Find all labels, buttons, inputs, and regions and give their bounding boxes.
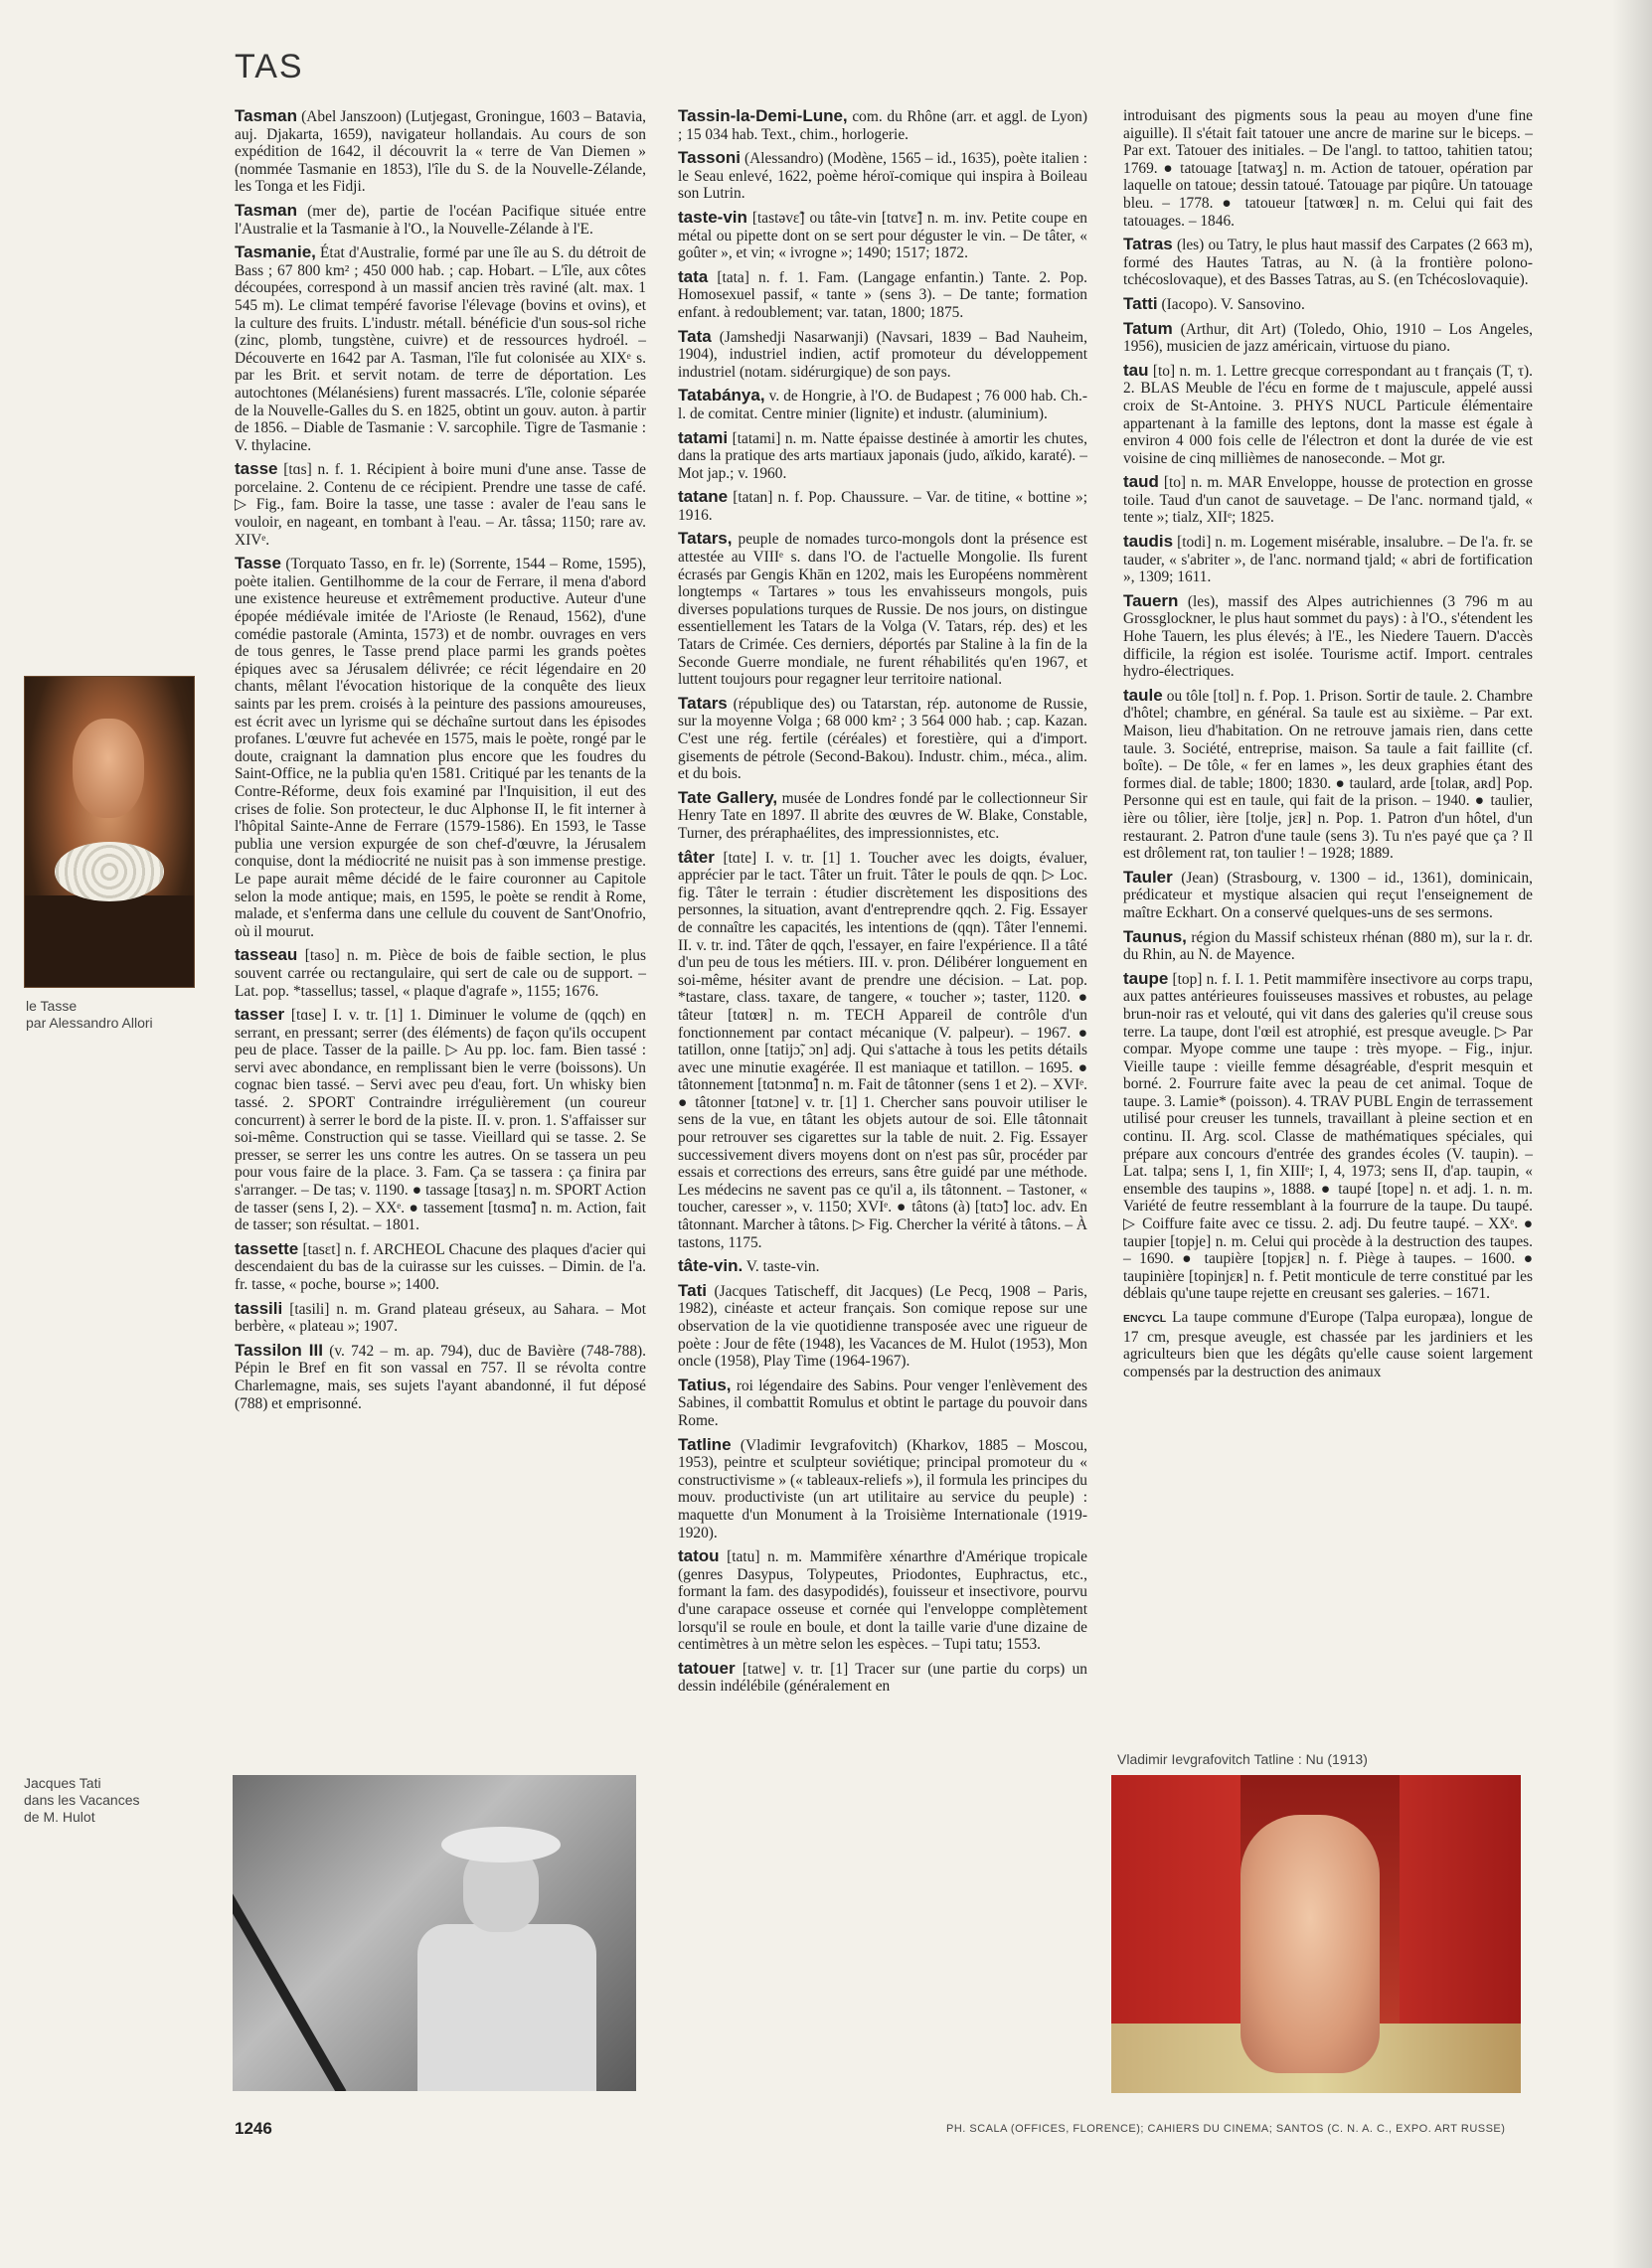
column-1 — [235, 107, 646, 1418]
entry-text: (v. 742 – m. ap. 794), duc de Bavière (748-788). Pépin le Bref en fit son vassal en 757. Il se révolta contre Charlemagne, mais, ses sujets l'ayant abandonné, il fut déposé (788) et emprisonné. — [235, 1342, 646, 1412]
dictionary-entry — [678, 488, 1087, 524]
dictionary-entry — [235, 946, 646, 1000]
entry-text: [tɑs] n. f. 1. Récipient à boire muni d'une anse. Tasse de porcelaine. 2. Contenu de ce récipient. Prendre une tasse de café. ▷ Fig., fam. Boire la tasse, une tasse : avaler de l'eau sans le vouloir, en nageant, en tombant à l'eau. – Ar. tâssa; 1150; rare av. XIVᵉ. — [235, 461, 646, 549]
entry-text: [tatami] n. m. Natte épaisse destinée à amortir les chutes, dans la pratique des arts martiaux japonais (judo, aïkido, karaté). – Mot jap.; v. 1960. — [678, 429, 1087, 482]
tati-photo-hat — [441, 1827, 561, 1863]
tati-caption — [24, 1775, 139, 1826]
entry-headword: tâter — [678, 847, 715, 867]
entry-text: (Jean) (Strasbourg, v. 1300 – id., 1361), dominicain, prédicateur et mystique alsacien qui reçut l'enseignement de maître Eckhart. On a conservé quelques-uns de ses sermons. — [1123, 869, 1533, 921]
dictionary-entry — [1123, 295, 1533, 314]
entry-text: [tasili] n. m. Grand plateau gréseux, au Sahara. – Mot berbère, « plateau »; 1907. — [235, 1300, 646, 1336]
dictionary-entry — [1123, 533, 1533, 586]
entry-headword: Tassin-la-Demi-Lune, — [678, 106, 848, 125]
dictionary-entry — [678, 429, 1087, 483]
entry-text: (les) ou Tatry, le plus haut massif des Carpates (2 663 m), formé des Hautes Tatras, au N. (à la frontière polono-tchécoslovaque), et des Basses Tatras, au S. (en Tchécoslovaquie). — [1123, 237, 1533, 289]
dictionary-entry — [678, 107, 1087, 143]
column-3 — [1123, 107, 1533, 1386]
entry-text: (les), massif des Alpes autrichiennes (3 796 m au Grossglockner, le plus haut sommet du pays) : à l'O., s'étendent les Hohe Tauern, les plus élevés; à l'E., les Niedere Tauern. D'accès difficile, la région est isolée. Tourisme actif. Import. centrales hydro-électriques. — [1123, 592, 1533, 681]
tasse-portrait-image — [24, 676, 195, 988]
entry-text: [to] n. m. MAR Enveloppe, housse de protection en grosse toile. Taud d'un canot de sauvetage. – De l'anc. normand tjald, « tente »; tialz, XIIᵉ; 1825. — [1123, 474, 1533, 527]
entry-headword: Tatum — [1123, 318, 1173, 338]
dictionary-entry — [678, 789, 1087, 843]
entry-text: (république des) ou Tatarstan, rép. autonome de Russie, sur la moyenne Volga ; 68 000 km² ; 3 564 000 hab. ; cap. Kazan. C'est une rég. fertile (céréales) et forestière, qui a d'import. gisements de pétrole (Second-Bakou). Industr. chim., méca., alim. et du bois. — [678, 695, 1087, 783]
entry-headword: Tatras — [1123, 235, 1173, 254]
entry-text: v. de Hongrie, à l'O. de Budapest ; 76 000 hab. Ch.-l. de comitat. Centre minier (lignite) et industr. (aluminium). — [678, 388, 1087, 422]
entry-text: peuple de nomades turco-mongols dont la présence est attestée au VIIIᵉ s. dans l'O. de l'actuelle Mongolie. Ils furent écrasés par Gengis Khān en 1202, mais les Européens nommèrent longtemps « Tartares » tous les envahisseurs mongols, puis diverses populations turques de Russie. De nos jours, on distingue essentiellement les Tatars de la Volga (V. Tatars, rép. des) et les Tatars de Crimée. Ces derniers, déportés par Staline à la fin de la Seconde Guerre mondiale, ne furent réhabilités qu'en 1967, et luttent toujours pour regagner leur territoire national. — [678, 531, 1087, 689]
painting-figure — [1240, 1815, 1380, 2073]
entry-headword: tata — [678, 266, 709, 286]
entry-text: (Abel Janszoon) (Lutjegast, Groningue, 1603 – Batavia, auj. Djakarta, 1659), navigateur hollandais. Au cours de son expédition de 1642, il découvrit la « terre de Van Diemen » (nommée Tasmanie en 1853), l'île du S. de la Nouvelle-Zélande, les Tonga et les Fidji. — [235, 108, 646, 196]
entry-text: [tata] n. f. 1. Fam. (Langage enfantin.) Tante. 2. Pop. Homosexuel passif, « tante » (sens 3). – De tante; formation enfant. à redoublement; var. tatan, 1800; 1875. — [678, 268, 1087, 321]
dictionary-entry — [1123, 362, 1533, 468]
dictionary-entry — [1123, 970, 1533, 1303]
entry-headword: tau — [1123, 360, 1149, 380]
column-2 — [678, 107, 1087, 1701]
dictionary-entry — [235, 202, 646, 238]
dictionary-entry — [1123, 592, 1533, 681]
dictionary-entry — [678, 1257, 1087, 1276]
portrait-robe — [25, 895, 194, 987]
entry-text: musée de Londres fondé par le collectionneur Sir Henry Tate en 1897. Il abrite des œuvres de W. Blake, Constable, Turner, des préraphaélites, des impressionnistes, etc. — [678, 789, 1087, 842]
dictionary-entry — [678, 849, 1087, 1252]
entry-text: roi légendaire des Sabins. Pour venger l'enlèvement des Sabines, il combattit Romulus et obtint le partage du pouvoir dans Rome. — [678, 1377, 1087, 1429]
entry-text: (mer de), partie de l'océan Pacifique située entre l'Australie et la Tasmanie à l'O., la Nouvelle-Zélande à l'E. — [235, 202, 646, 238]
entry-headword: tatami — [678, 427, 729, 447]
dictionary-entry — [235, 1300, 646, 1336]
entry-text: (Jamshedji Nasarwanji) (Navsari, 1839 – Bad Nauheim, 1904), industriel indien, actif promoteur du développement industriel (notam. sidérurgique) de son pays. — [678, 328, 1087, 381]
entry-text: com. du Rhône (arr. et aggl. de Lyon) ; 15 034 hab. Text., chim., horlogerie. — [678, 108, 1087, 143]
entry-text: [tatu] n. m. Mammifère xénarthre d'Amérique tropicale (genres Dasypus, Tolypeutes, Priodontes, Euphractus, etc., formant la fam. des dasypodidés), fouisseur et insectivore, pourvu d'une carapace osseuse et cornée qui l'enveloppe complètement lorsqu'il se roule en boule, et dont la taille varie d'une dizaine de centimètres à un mètre selon les espèces. – Tupi tatu; 1553. — [678, 1548, 1087, 1654]
dictionary-entry — [678, 209, 1087, 262]
entry-headword: Tatars — [678, 693, 728, 713]
dictionary-entry — [1123, 687, 1533, 863]
entry-text: ou tôle [tol] n. f. Pop. 1. Prison. Sortir de taule. 2. Chambre d'hôtel; chambre, en général. Sa taule est au sixième. – Par ext. Maison, lieu d'habitation. On ne retrouve jamais rien, dans cette taule. 3. Société, entreprise, maison. Sa taule a fait faillite (cf. boîte). – De tôle, « fer en lames », les deux graphies étant des formes dial. de table; 1800; 1830. ● taulard, arde [tolaʀ, aʀd] Pop. Personne qui est en taule, qui fait de la prison. – 1940. ● taulier, ière ou tôlier, ière [tolje, jɛʀ] n. Pop. 1. Patron d'un hôtel, d'un restaurant. 2. Patron d'une taule (sens 3). Tu n'es payé que ça ? Il est drôlement rat, ton taulier ! – 1928; 1889. — [1123, 687, 1533, 863]
dictionary-entry — [678, 1660, 1087, 1696]
entry-text: (Alessandro) (Modène, 1565 – id., 1635), poète italien : le Seau enlevé, 1622, poème héroï-comique qui inspira à Boileau son Lutrin. — [678, 150, 1087, 203]
entry-text: [todi] n. m. Logement misérable, insalubre. – De l'a. fr. se tauder, « s'abriter », de l'anc. normand tjald; « abri de fortification », 1309; 1611. — [1123, 534, 1533, 586]
entry-headword: tasseau — [235, 945, 298, 965]
entry-text: V. taste-vin. — [745, 1258, 820, 1276]
dictionary-entry — [678, 695, 1087, 783]
entry-headword: Tatti — [1123, 293, 1158, 313]
dictionary-entry — [235, 1006, 646, 1234]
dictionary-entry — [678, 328, 1087, 382]
entry-text: (Torquato Tasso, en fr. le) (Sorrente, 1544 – Rome, 1595), poète italien. Gentilhomme de la cour de Ferrare, il mena d'abord une existence heureuse et extrêmement productive. Auteur d'une épopée médiévale imitée de l'Arioste (le Renaud, 1562), d'une comédie pastorale (Aminta, 1573) et de nombr. ouvrages en vers de tous genres, le Tasse prend place parmi les grands poètes épiques avec sa Jérusalem délivrée; ce récit légendaire en 20 chants, mêlant l'évocation historique de la conquête des lieux saints par les prem. croisés à la peinture des passions amoureuses, est écrit avec un lyrisme qui se déchaîne surtout dans les épisodes profanes. L'œuvre fut achevée en 1575, mais le poète, rongé par le doute, craignant la damnation plus encore que les foudres du Saint-Office, ne la publia qu'en 1581. Critiqué par les tenants de la Contre-Réforme, deux fois examiné par l'Inquisition, il eut des crises de folie. Son protecteur, le duc Alphonse II, le fit interner à l'hôpital Sainte-Anne de Ferrare (1579-1586). En 1593, le Tasse publia une version expurgée de son chef-d'œuvre, la Jérusalem conquise, dont la médiocrité ne nuisit pas à son immense prestige. Le pape aurait même décidé de le faire couronner au Capitole selon la mode antique; mais, en 1595, le poète se rendit à Rome, malade, et s'enferma dans une cellule du couvent de Sant'Onofrio, où il mourut. — [235, 556, 646, 940]
dictionary-entry — [1123, 473, 1533, 527]
dictionary-entry — [1123, 928, 1533, 964]
dictionary-entry — [1123, 1309, 1533, 1380]
dictionary-entry — [678, 149, 1087, 203]
entry-text: région du Massif schisteux rhénan (880 m), sur la r. dr. du Rhin, au N. de Mayence. — [1123, 928, 1533, 964]
entry-headword: Tati — [678, 1280, 707, 1300]
dictionary-entry — [1123, 320, 1533, 356]
dictionary-entry — [678, 1282, 1087, 1371]
tasse-caption — [26, 998, 153, 1032]
entry-headword: Tate Gallery, — [678, 787, 778, 807]
dictionary-entry — [678, 268, 1087, 322]
entry-headword: Tasman — [235, 106, 297, 125]
dictionary-entry — [678, 1436, 1087, 1542]
entry-text: [tɑse] I. v. tr. [1] 1. Diminuer le volume de (qqch) en serrant, en pressant; serrer (des éléments) de façon qu'ils occupent peu de place. Tasser de la paille. ▷ Au pp. loc. fam. Bien tassé : servi avec abondance, en remplissant bien le verre (boissons). Un cognac bien tassé. – Servi avec peu d'eau, fort. Un whisky bien tassé. 2. SPORT Contraindre irrégulièrement (un coureur concurrent) à serrer le bord de la piste. II. v. pron. 1. S'affaisser sur soi-même. Construction qui se tasse. Vieillard qui se tasse. 2. Se presser, se serrer les uns contre les autres. On se tassera un peu pour vous faire de la place. 3. Fam. Ça se tassera : ça finira par s'arranger. – De tas; v. 1190. ● tassage [tɑsaʒ] n. m. SPORT Action de tasser (sens I, 2). – XXᵉ. ● tassement [tɑsmɑ̃] n. m. Action, fait de tasser; son résultat. – 1801. — [235, 1007, 646, 1234]
entry-headword: Tasse — [235, 554, 281, 573]
entry-headword: ENCYCL — [1123, 1313, 1167, 1325]
page-header: TAS — [235, 48, 304, 85]
dictionary-entry — [1123, 869, 1533, 922]
entry-headword: tassette — [235, 1238, 299, 1258]
entry-headword: tasser — [235, 1005, 285, 1025]
dictionary-entry — [235, 460, 646, 549]
tasse-caption-name: le Tasse — [26, 998, 78, 1014]
entry-text: État d'Australie, formé par une île au S. du détroit de Bass ; 67 800 km² ; 450 000 hab. ; cap. Hobart. – L'île, aux côtes découpées, correspond à un massif ancien très raviné (alt. max. 1 545 m). Le climat tempéré favorise l'élevage (bovins et ovins), et la culture des fruits. L'industr. métall. bénéficie d'un sous-sol riche (zinc, plomb, tungstène, cuivre) et de ressources hydroél. – Découverte en 1642 par A. Tasman, l'île fut colonisée au XIXᵉ s. par les Brit. et servit notam. de terre de déportation. Les autochtones (Mélanésiens) furent massacrés. L'île, colonie séparée de la Nouvelle-Galles du S. en 1825, obtint un gouv. auton. à partir de 1856. – Diable de Tasmanie : V. sarcophile. Tigre de Tasmanie : V. thylacine. — [235, 244, 646, 454]
tati-caption-l2: dans les Vacances — [24, 1792, 140, 1808]
entry-text: (Iacopo). V. Sansovino. — [1161, 295, 1305, 313]
entry-text: (Vladimir Ievgrafovitch) (Kharkov, 1885 – Moscou, 1953), peintre et sculpteur soviétique; principal promoteur du « constructivisme » (« tableaux-reliefs »), il formula les principes du mouv. productiviste (un art utilitaire au service du peuple) : maquette d'un Monument à la Troisième Internationale (1919-1920). — [678, 1436, 1087, 1541]
entry-headword: Tasmanie, — [235, 243, 316, 262]
entry-text: [top] n. f. I. 1. Petit mammifère insectivore au corps trapu, aux pattes antérieures fouisseuses massives et robustes, au pelage brun-noir ras et velouté, qui vit dans des galeries qu'il creuse sous terre. La taupe, dont l'œil est atrophié, est presque aveugle. ▷ Par compar. Myope comme une taupe : très myope. – Fig., injur. Vieille taupe : vieille femme désagréable, d'esprit mesquin et borné. 2. Fourrure faite avec la peau de cet animal. Toque de taupe. 3. Lamie* (poisson). 4. TRAV PUBL Engin de terrassement utilisé pour creuser les tunnels, travaillant à pleine section et en continu. II. Arg. scol. Classe de mathématiques spéciales, qui prépare aux concours d'entrée des grandes écoles (V. taupin). – Lat. talpa; sens I, 1, fin XIIIᵉ; I, 4, 1973; sens II, d'ap. taupin, « ensemble des taupins », 1888. ● taupé [tope] n. et adj. 1. n. m. Variété de feutre ressemblant à la fourrure de la taupe. Du taupé. ▷ Coiffure faite avec ce tissu. 2. adj. Du feutre taupé. – XXᵉ. ● taupier [topje] n. m. Celui qui procède à la destruction des taupes. – 1690. ● taupière [topjɛʀ] n. f. Piège à taupes. – 1600. ● taupinière [topinjɛʀ] n. f. Petit monticule de terre constitué par les déblais qu'une taupe rejette en creusant ses galeries. – 1671. — [1123, 970, 1533, 1303]
entry-text: (Jacques Tatischeff, dit Jacques) (Le Pecq, 1908 – Paris, 1982), cinéaste et acteur français. Son comique repose sur une observation de la vie quotidienne transposée avec une rigueur de poète : Jour de fête (1948), les Vacances de M. Hulot (1953), Mon oncle (1958), Play Time (1964-1967). — [678, 1282, 1087, 1371]
entry-headword: Tata — [678, 326, 712, 346]
dictionary-entry — [1123, 236, 1533, 289]
entry-headword: tatou — [678, 1546, 720, 1566]
entry-text: [tasɛt] n. f. ARCHEOL Chacune des plaques d'acier qui descendaient du bas de la cuirasse sur les cuisses. – Dimin. de l'a. fr. tasse, « poche, bourse »; 1400. — [235, 1240, 646, 1293]
tati-photo — [233, 1775, 636, 2091]
entry-text: [to] n. m. 1. Lettre grecque correspondant au t français (T, τ). 2. BLAS Meuble de l'écu en forme de t majuscule, appelé aussi croix de St-Antoine. 3. PHYS NUCL Particule élémentaire appartenant à la famille des leptons, dont la masse est égale à environ 4 000 fois celle de l'électron et dont la durée de vie est voisine de cinq millièmes de nanoseconde. – Mot gr. — [1123, 362, 1533, 467]
entry-headword: taste-vin — [678, 207, 747, 227]
portrait-face — [73, 719, 144, 818]
photo-credits: PH. SCALA (OFFICES, FLORENCE); CAHIERS DU CINEMA; SANTOS (C. N. A. C., EXPO. ART RUSSE) — [946, 2123, 1506, 2135]
entry-headword: tassili — [235, 1298, 283, 1318]
dictionary-entry — [235, 1240, 646, 1294]
entry-headword: tâte-vin. — [678, 1256, 743, 1276]
dictionary-entry — [678, 1547, 1087, 1654]
entry-headword: Tatline — [678, 1434, 732, 1454]
entry-headword: taud — [1123, 472, 1159, 492]
tatline-painting — [1111, 1775, 1521, 2093]
entry-text: [tɑte] I. v. tr. [1] 1. Toucher avec les doigts, évaluer, apprécier par le tact. Tâter un fruit. Tâter le pouls de qqn. ▷ Loc. fig. Tâter le terrain : étudier discrètement les dispositions des personnes, la situation, avant d'entreprendre qqch. 2. Fig. Essayer de connaître les capacités, les intentions de (qqn). Tâter l'ennemi. II. v. tr. ind. Tâter de qqch, l'essayer, en faire l'expérience. Il a tâté d'un peu de tous les métiers. III. v. pron. Délibérer longuement en soi-même, hésiter avant de prendre une décision. – Lat. pop. *tastare, class. taxare, de tangere, « toucher »; taster, 1120. ● tâteur [tɑtœʀ] n. m. TECH Appareil de contrôle d'un fonctionnement par contact mécanique (V. palpeur). – 1967. ● tatillon, onne [tatijɔ̃, ɔn] adj. Qui s'attache à tous les petits détails avec une minutie exagérée. Il est maniaque et tatillon. – 1695. ● tâtonnement [tɑtɔnmɑ̃] n. m. Fait de tâtonner (sens 1 et 2). – XVIᵉ. ● tâtonner [tɑtɔne] v. tr. [1] 1. Chercher sans pouvoir utiliser le sens de la vue, en tâtant les objets autour de soi. Elle tâtonnait pour retrouver ses cigarettes sur la table de nuit. 2. Fig. Essayer successivement divers moyens dont on n'est pas sûr, procéder par essais et corrections des erreurs, sans être guidé par une méthode. Les médecins ne savent pas ce qu'il a, ils tâtonnent. – Tastoner, « toucher, caresser », v. 1150; XVIᵉ. ● tâtons (à) [tɑtɔ̃] loc. adv. En tâtonnant. Marcher à tâtons. ▷ Fig. Chercher la vérité à tâtons. – À tastons, 1175. — [678, 849, 1087, 1251]
entry-headword: tatane — [678, 487, 729, 507]
tati-photo-body — [417, 1924, 596, 2091]
entry-headword: taudis — [1123, 532, 1174, 552]
dictionary-entry — [235, 107, 646, 196]
dictionary-entry — [678, 387, 1087, 422]
entry-headword: Tatius, — [678, 1375, 732, 1394]
tati-caption-l3: de M. Hulot — [24, 1809, 95, 1825]
entry-headword: Tatabánya, — [678, 386, 765, 405]
entry-text: [tastəvɛ̃] ou tâte-vin [tɑtvɛ̃] n. m. inv. Petite coupe en métal ou pipette dont on se sert pour déguster le vin. – De tâter, « goûter », et vin; « ivrogne »; 1490; 1517; 1872. — [678, 209, 1087, 262]
dictionary-entry — [235, 243, 646, 454]
tati-caption-l1: Jacques Tati — [24, 1775, 101, 1791]
entry-headword: Tassilon III — [235, 1340, 323, 1360]
entry-headword: Tauern — [1123, 590, 1179, 610]
entry-text: [taso] n. m. Pièce de bois de faible section, le plus souvent carrée ou rectangulaire, qui sert de cale ou de support. – Lat. pop. *tassellus; tassel, « plaque d'agrafe », 1155; 1676. — [235, 947, 646, 1000]
page-edge-shadow — [1612, 0, 1652, 2268]
dictionary-entry — [235, 1342, 646, 1412]
entry-headword: taupe — [1123, 968, 1169, 988]
entry-text: [tatwe] v. tr. [1] Tracer sur (une partie du corps) un dessin indélébile (généralement en — [678, 1660, 1087, 1696]
entry-headword: Tatars, — [678, 529, 733, 549]
entry-text: (Arthur, dit Art) (Toledo, Ohio, 1910 – Los Angeles, 1956), musicien de jazz américain, virtuose du piano. — [1123, 320, 1533, 356]
dictionary-entry — [1123, 107, 1533, 230]
entry-headword: Tasman — [235, 200, 297, 220]
dictionary-entry — [678, 530, 1087, 688]
page-number: 1246 — [235, 2119, 272, 2138]
entry-headword: Tassoni — [678, 148, 741, 168]
entry-headword: Taunus, — [1123, 926, 1187, 946]
tasse-caption-by: par Alessandro Allori — [26, 1015, 153, 1031]
dictionary-entry — [678, 1377, 1087, 1430]
entry-text: introduisant des pigments sous la peau au moyen d'une fine aiguille). Il s'était fait tatouer une ancre de marine sur le biceps. – Par ext. Tatouer des initiales. – De l'angl. to tattoo, tahitien tatou; 1769. ● tatouage [tatwaʒ] n. m. Action de tatouer, opération par laquelle on tatoue; dessin tatoué. Tatouage par piqûre. Un tatouage bleu. – 1778. ● tatoueur [tatwœʀ] n. m. Celui qui fait des tatouages. – 1846. — [1123, 107, 1533, 230]
entry-headword: tatouer — [678, 1658, 736, 1678]
entry-headword: tasse — [235, 459, 278, 479]
entry-headword: taule — [1123, 685, 1163, 705]
entry-text: La taupe commune d'Europe (Talpa europæa), longue de 17 cm, presque aveugle, est chassée par les jardiniers et les agriculteurs bien que les dégâts qu'elle cause soient largement compensés par la destruction des animaux — [1123, 1309, 1533, 1380]
entry-text: [tatan] n. f. Pop. Chaussure. – Var. de titine, « bottine »; 1916. — [678, 489, 1087, 524]
portrait-ruff — [55, 842, 164, 901]
tatline-caption: Vladimir Ievgrafovitch Tatline : Nu (1913) — [1117, 1751, 1368, 1767]
entry-headword: Tauler — [1123, 867, 1173, 887]
dictionary-entry — [235, 555, 646, 940]
